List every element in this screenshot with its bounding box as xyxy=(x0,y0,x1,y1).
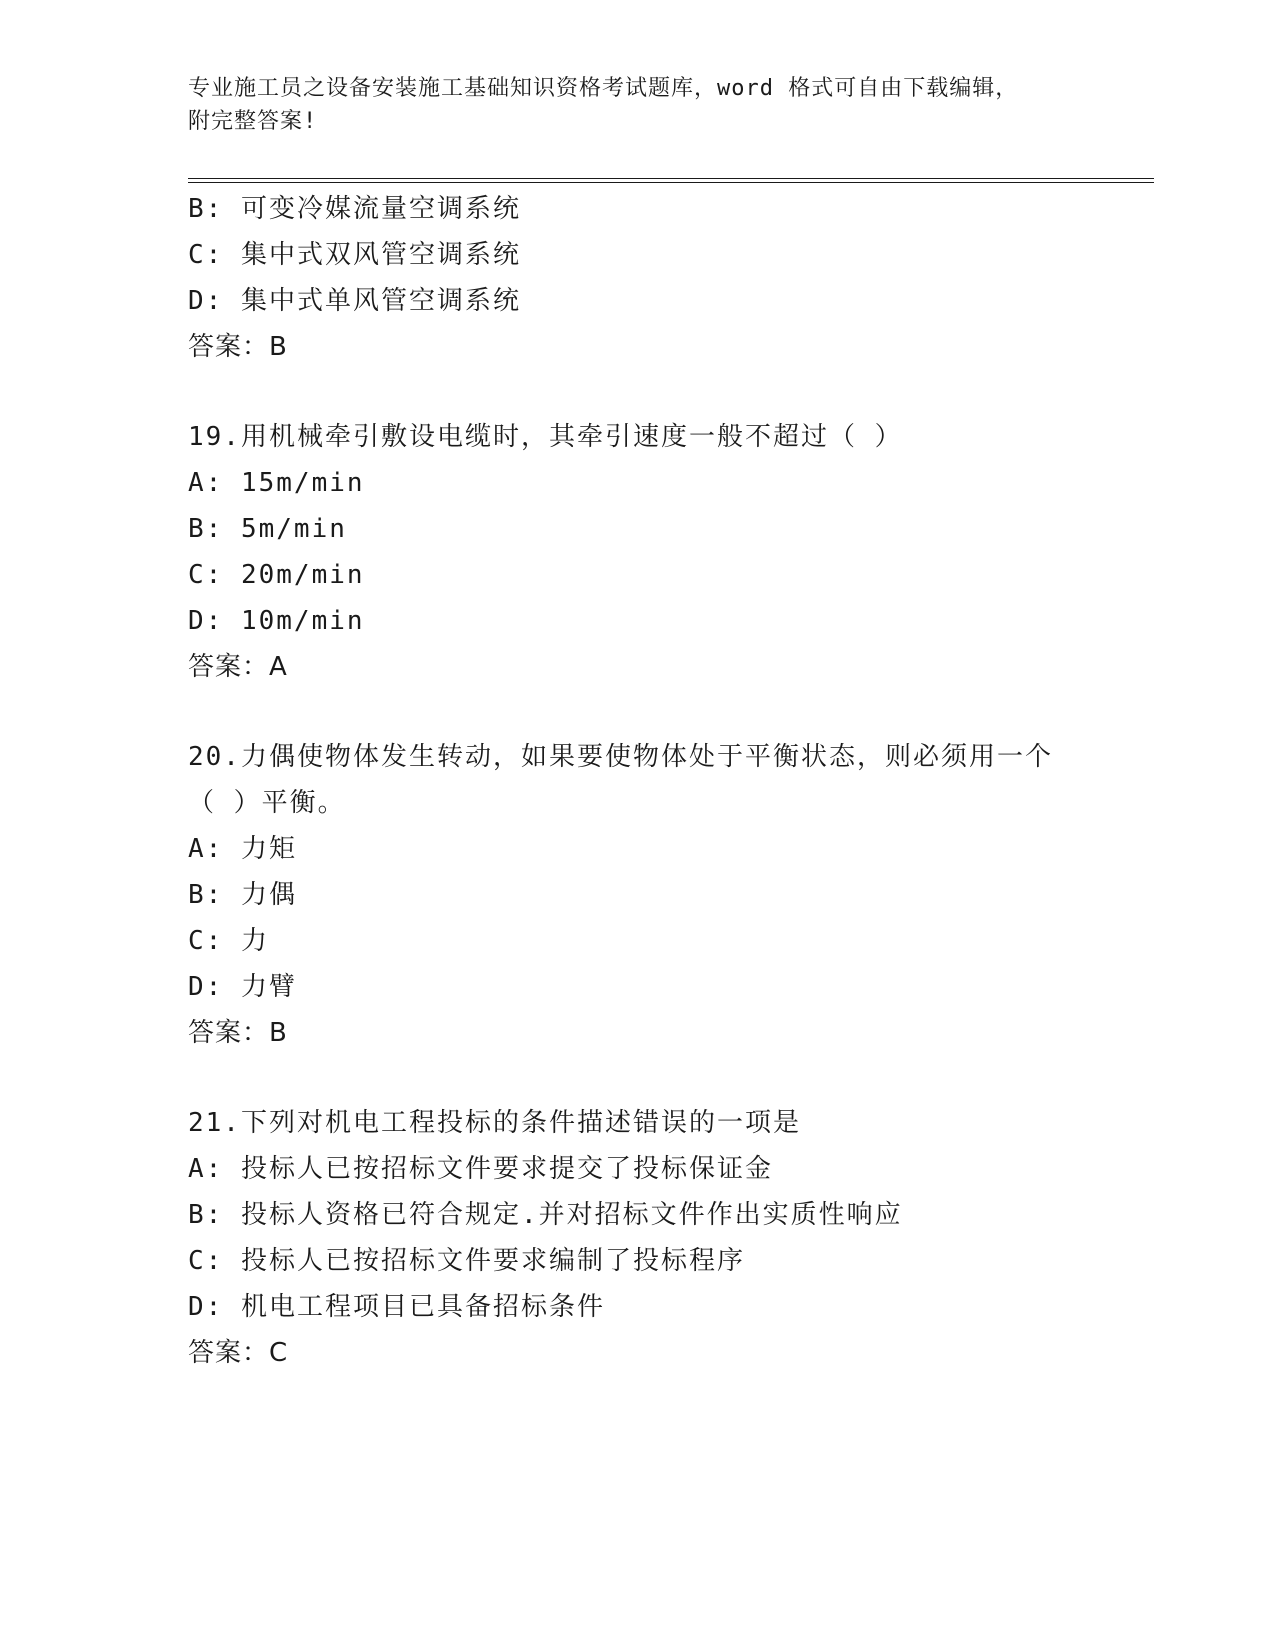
option-b: B: 投标人资格已符合规定.并对招标文件作出实质性响应 xyxy=(188,1200,903,1230)
option-c: C: 投标人已按招标文件要求编制了投标程序 xyxy=(188,1246,745,1276)
answer-line: 答案：B xyxy=(188,332,288,362)
option-d: D: 力臂 xyxy=(188,972,297,1002)
header-rule-top xyxy=(188,178,1154,179)
option-d: D: 集中式单风管空调系统 xyxy=(188,286,521,316)
option-b: B: 5m/min xyxy=(188,514,347,544)
header-rule-bottom xyxy=(188,182,1154,183)
option-a: A: 15m/min xyxy=(188,468,365,498)
question-block-18 xyxy=(188,186,1154,370)
question-block-20 xyxy=(188,734,1154,1056)
question-list xyxy=(188,186,1154,1376)
question-block-19 xyxy=(188,414,1154,690)
block-gap xyxy=(188,370,1154,414)
option-b: B: 可变冷媒流量空调系统 xyxy=(188,194,521,224)
option-d: D: 机电工程项目已具备招标条件 xyxy=(188,1292,605,1322)
page-header: 专业施工员之设备安装施工基础知识资格考试题库，word 格式可自由下载编辑， 附完整答案! xyxy=(188,76,1019,134)
option-c: C: 20m/min xyxy=(188,560,365,590)
answer-line: 答案：A xyxy=(188,652,288,682)
option-a: A: 力矩 xyxy=(188,834,297,864)
question-block-21 xyxy=(188,1100,1154,1376)
block-gap xyxy=(188,1056,1154,1100)
option-a: A: 投标人已按招标文件要求提交了投标保证金 xyxy=(188,1154,773,1184)
question-text: 19.用机械牵引敷设电缆时，其牵引速度一般不超过（ ） xyxy=(188,422,903,452)
answer-line: 答案：C xyxy=(188,1338,289,1368)
block-gap xyxy=(188,690,1154,734)
option-d: D: 10m/min xyxy=(188,606,365,636)
option-c: C: 集中式双风管空调系统 xyxy=(188,240,521,270)
answer-line: 答案：B xyxy=(188,1018,288,1048)
question-text: 20.力偶使物体发生转动，如果要使物体处于平衡状态，则必须用一个 xyxy=(188,742,1053,772)
option-b: B: 力偶 xyxy=(188,880,297,910)
option-c: C: 力 xyxy=(188,926,269,956)
question-text-continued: （ ）平衡。 xyxy=(188,788,346,818)
question-text: 21.下列对机电工程投标的条件描述错误的一项是 xyxy=(188,1108,801,1138)
